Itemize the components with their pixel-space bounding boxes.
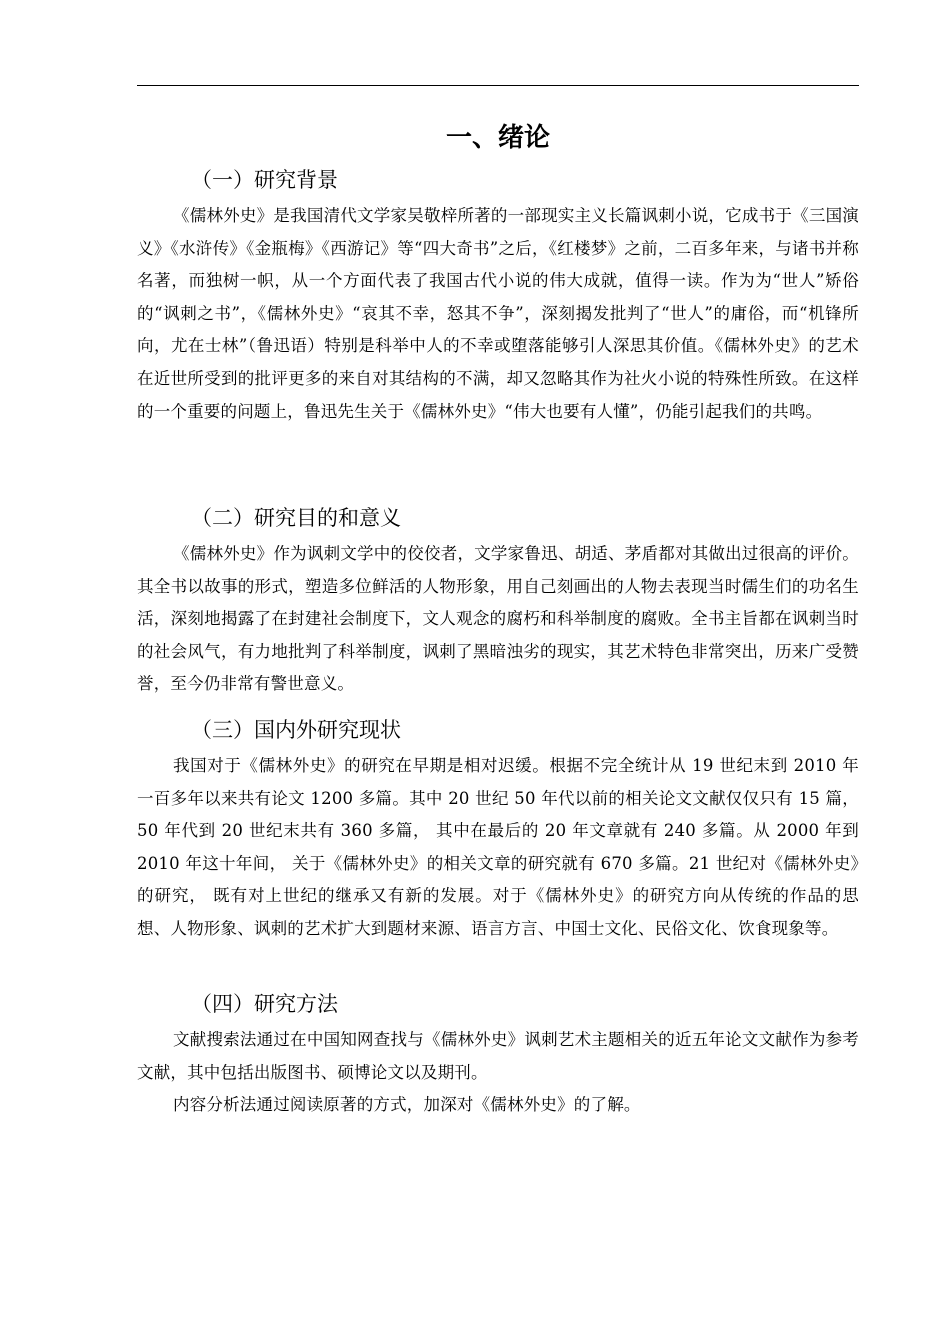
section-heading: （三）国内外研究现状 xyxy=(191,718,401,742)
paragraph: 《儒林外史》是我国清代文学家吴敬梓所著的一部现实主义长篇讽刺小说，它成书于《三国演义》《水浒传》《金瓶梅》《西游记》等“四大奇书”之后，《红楼梦》之前，二百多年来，与诸书并称名著，而独树一帜，从一个方面代表了我国古代小说的伟大成就，值得一读。作为为“世人”矫俗的“讽刺之书”，《儒林外史》“哀其不幸，怒其不争”，深刻揭发批判了“世人”的庸俗，而“机锋所向，尤在士林”（鲁迅语）特别是科举中人的不幸或堕落能够引人深思其价值。《儒林外史》的艺术在近世所受到的批评更多的来自对其结构的不满，却又忽略其作为社火小说的特殊性所致。在这样的一个重要的问题上，鲁迅先生关于《儒林外史》“伟大也要有人懂”，仍能引起我们的共鸣。 xyxy=(137,206,859,421)
section-heading: （二）研究目的和意义 xyxy=(191,506,401,530)
section-research-methods xyxy=(137,988,859,1122)
section-purpose-significance xyxy=(137,502,859,701)
paragraph: 文献搜索法通过在中国知网查找与《儒林外史》讽刺艺术主题相关的近五年论文文献作为参考文献，其中包括出版图书、硕博论文以及期刊。 xyxy=(137,1030,859,1082)
section-research-status xyxy=(137,714,859,946)
chapter-title: 一、绪论 xyxy=(445,123,550,153)
paragraph: 我国对于《儒林外史》的研究在早期是相对迟缓。根据不完全统计从 19 世纪末到 2010 年一百多年以来共有论文 1200 多篇。其中 20 世纪 50 年代以前的相关论文文献仅仅只有 15 篇， 50 年代到 20 世纪末共有 360 多篇， 其中在最后的 20 年文章就有 240 多篇。从 2000 年到 2010 年这十年间， 关于《儒林外史》的相关文章的研究就有 670 多篇。21 世纪对《儒林外史》的研究， 既有对上世纪的继承又有新的发展。对于《儒林外史》的研究方向从传统的作品的思想、人物形象、讽刺的艺术扩大到题材来源、语言方言、中国士文化、民俗文化、饮食现象等。 xyxy=(137,756,859,938)
section-research-background xyxy=(137,164,859,428)
section-heading: （一）研究背景 xyxy=(191,168,338,192)
header-rule xyxy=(137,85,859,86)
section-heading: （四）研究方法 xyxy=(191,992,338,1016)
paragraph: 《儒林外史》作为讽刺文学中的佼佼者，文学家鲁迅、胡适、茅盾都对其做出过很高的评价。其全书以故事的形式，塑造多位鲜活的人物形象，用自己刻画出的人物去表现当时儒生们的功名生活，深刻地揭露了在封建社会制度下，文人观念的腐朽和科举制度的腐败。全书主旨都在讽刺当时的社会风气，有力地批判了科举制度，讽刺了黑暗浊劣的现实，其艺术特色非常突出，历来广受赞誉，至今仍非常有警世意义。 xyxy=(137,544,859,694)
paragraph: 内容分析法通过阅读原著的方式，加深对《儒林外史》的了解。 xyxy=(173,1095,641,1115)
